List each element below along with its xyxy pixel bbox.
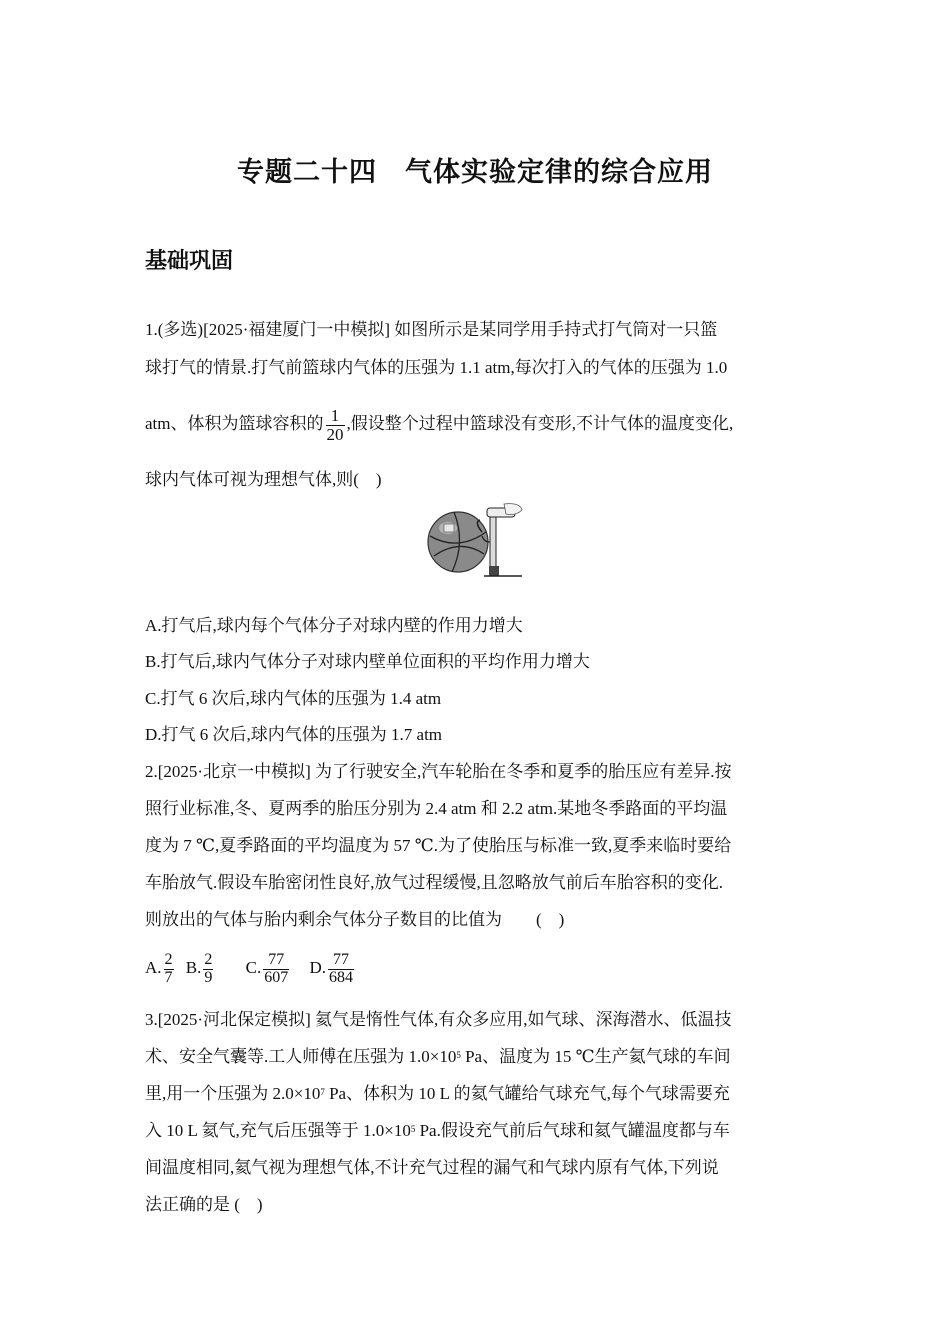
q3-line-2-exponent: 5 <box>456 1050 461 1060</box>
q2-option-a-denominator: 7 <box>164 968 173 986</box>
basketball-pump-figure <box>424 502 524 580</box>
q2-options <box>145 944 356 990</box>
q2-option-a <box>145 945 176 991</box>
q3-line-3 <box>145 1082 730 1106</box>
q3-line-1: 3.[2025·河北保定模拟] 氦气是惰性气体,有众多应用,如气球、深海潜水、低温技 <box>145 1010 732 1029</box>
q2-option-c-numerator: 77 <box>268 950 285 968</box>
q1-fraction <box>326 407 345 444</box>
q2-option-d-denominator: 684 <box>329 968 353 986</box>
q1-line-3-text-b: ,假设整个过程中篮球没有变形,不计气体的温度变化, <box>346 414 734 433</box>
q2-line-3: 度为 7 ℃,夏季路面的平均温度为 57 ℃.为了使胎压与标准一致,夏季来临时要给 <box>145 836 732 855</box>
q2-option-b-denominator: 9 <box>204 968 213 986</box>
q2-option-c-fraction <box>263 952 289 987</box>
q1-fraction-denominator: 20 <box>326 424 344 444</box>
q3-line-3-text-b: Pa、体积为 10 L 的氦气罐给气球充气,每个气球需要充 <box>324 1084 730 1103</box>
q3-line-6: 法正确的是 ( ) <box>145 1195 263 1214</box>
q1-option-a: A.打气后,球内每个气体分子对球内壁的作用力增大 <box>145 616 523 635</box>
q2-option-b <box>186 945 216 991</box>
q2-option-d-label: D. <box>309 958 326 978</box>
q1-option-d: D.打气 6 次后,球内气体的压强为 1.7 atm <box>145 725 443 744</box>
q2-option-c-label: C. <box>245 958 262 978</box>
q3-line-3-exponent: 7 <box>320 1087 325 1097</box>
q2-option-a-fraction <box>164 952 174 987</box>
q3-line-3-text-a: 里,用一个压强为 2.0×10 <box>145 1084 321 1103</box>
q2-line-1: 2.[2025·北京一中模拟] 为了行驶安全,汽车轮胎在冬季和夏季的胎压应有差异.按 <box>145 762 732 781</box>
hand-pump-icon <box>477 504 522 576</box>
q3-line-4-exponent: 5 <box>410 1124 416 1134</box>
q1-fraction-numerator: 1 <box>330 405 340 425</box>
q1-line-4: 球内气体可视为理想气体,则( ) <box>145 470 382 489</box>
q1-line-1: 1.(多选)[2025·福建厦门一中模拟] 如图所示是某同学用手持式打气筒对一只篮 <box>145 320 718 339</box>
q3-line-2-text-a: 术、安全气囊等.工人师傅在压强为 1.0×10 <box>145 1047 457 1066</box>
q2-option-c <box>246 945 292 991</box>
q1-line-2: 球打气的情景.打气前篮球内气体的压强为 1.1 atm,每次打入的气体的压强为 1.0 <box>145 358 728 377</box>
q1-option-b: B.打气后,球内气体分子对球内壁单位面积的平均作用力增大 <box>145 652 590 671</box>
q2-option-d-fraction <box>328 952 354 987</box>
q2-option-a-label: A. <box>145 958 162 978</box>
q2-option-b-numerator: 2 <box>204 950 213 968</box>
q3-line-5: 间温度相同,氦气视为理想气体,不计充气过程的漏气和气球内原有气体,下列说 <box>145 1158 719 1177</box>
q2-option-d <box>309 945 356 991</box>
q2-option-b-fraction <box>203 952 213 987</box>
q2-option-c-denominator: 607 <box>264 968 289 986</box>
page-title: 专题二十四 气体实验定律的综合应用 <box>237 157 713 188</box>
q3-line-4-text-b: Pa.假设充气前后气球和氦气罐温度都与车 <box>415 1121 730 1140</box>
q3-line-4-text-a: 入 10 L 氦气,充气后压强等于 1.0×10 <box>145 1121 411 1140</box>
q2-option-b-label: B. <box>185 958 202 978</box>
q2-line-4: 车胎放气.假设车胎密闭性良好,放气过程缓慢,且忽略放气前后车胎容积的变化. <box>145 873 723 892</box>
q3-line-2 <box>145 1045 731 1069</box>
section-heading: 基础巩固 <box>145 249 234 274</box>
q1-line-3 <box>145 398 733 450</box>
q3-line-2-text-b: Pa、温度为 15 ℃生产氦气球的车间 <box>460 1047 731 1066</box>
q1-line-3-text-a: atm、体积为篮球容积的 <box>145 414 324 433</box>
q2-option-d-numerator: 77 <box>333 950 349 968</box>
q2-line-2: 照行业标准,冬、夏两季的胎压分别为 2.4 atm 和 2.2 atm.某地冬季路面的平均温 <box>145 799 728 818</box>
q2-option-a-numerator: 2 <box>164 950 173 968</box>
q2-line-5: 则放出的气体与胎内剩余气体分子数目的比值为 ( ) <box>145 910 565 929</box>
q3-line-4 <box>145 1119 730 1143</box>
q1-option-c: C.打气 6 次后,球内气体的压强为 1.4 atm <box>145 689 442 708</box>
